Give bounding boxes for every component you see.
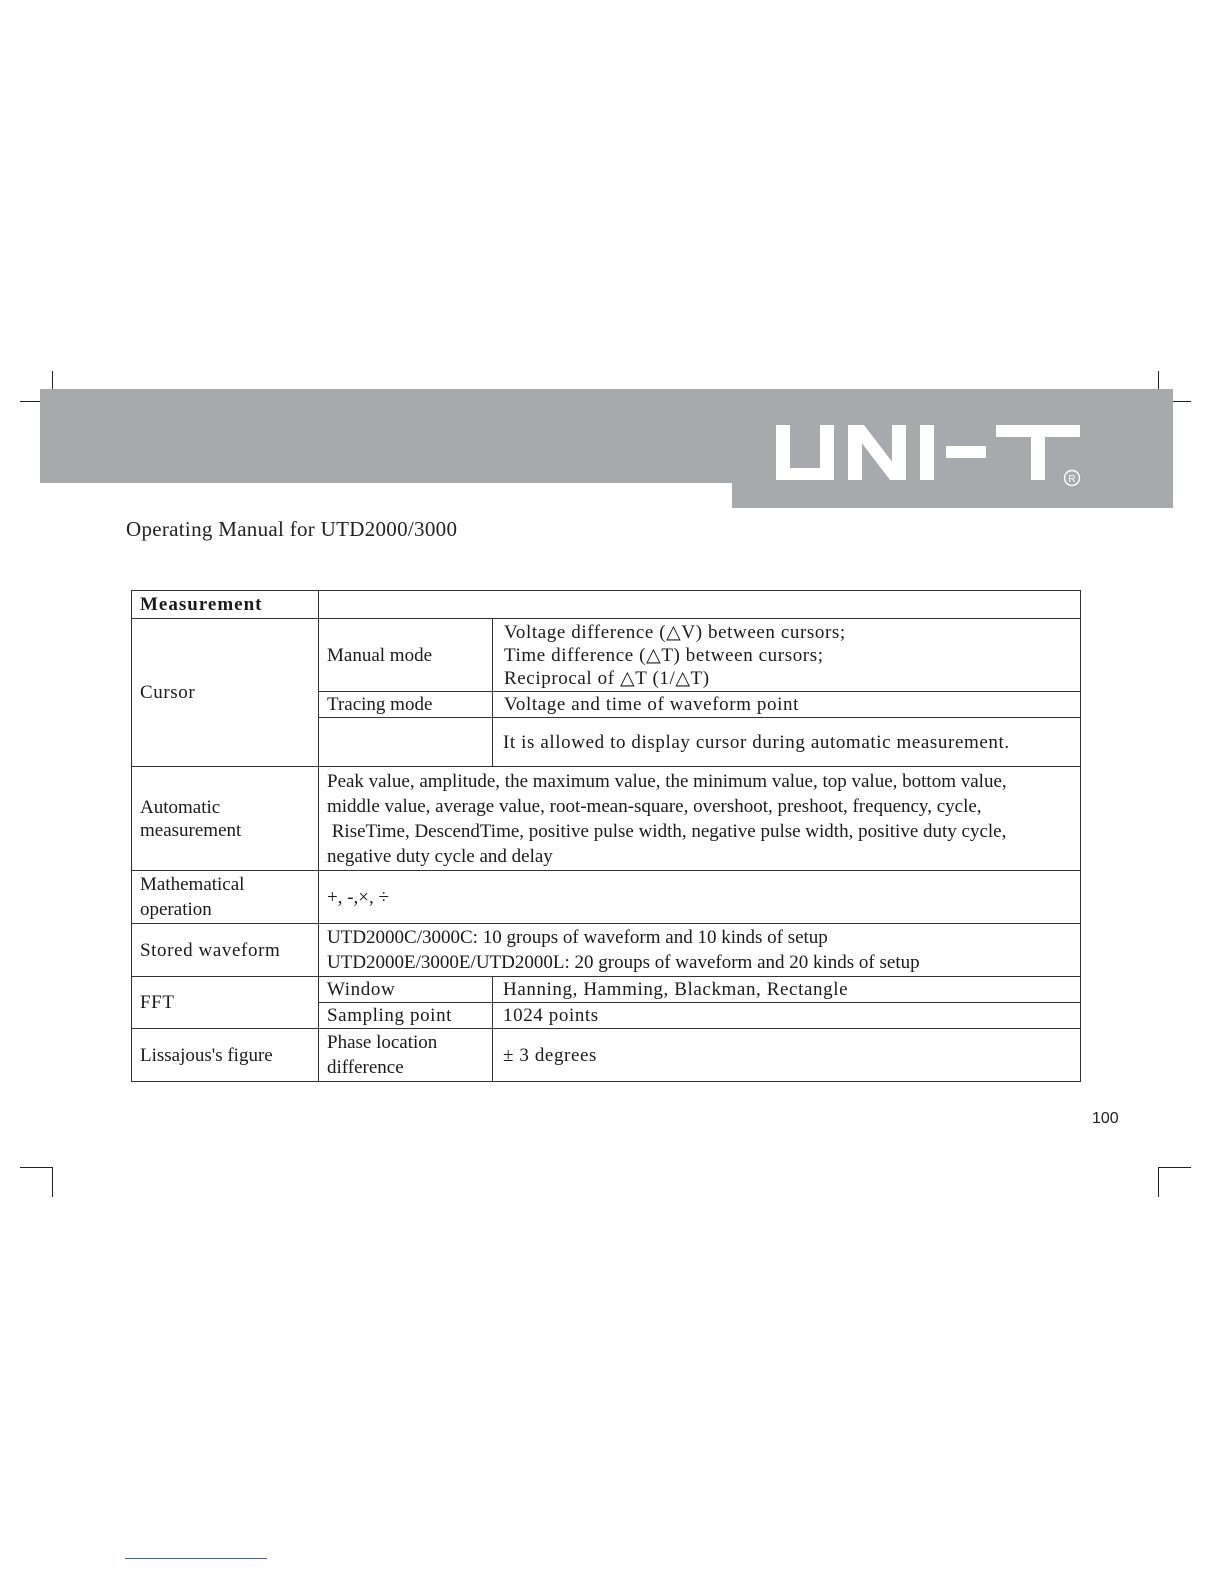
crop-mark-bottom-right-vertical	[1158, 1167, 1159, 1197]
tracing-mode-label: Tracing mode	[319, 692, 493, 718]
manual-line-1: Voltage difference (△V) between cursors;	[504, 621, 846, 643]
registered-mark: R	[1068, 474, 1076, 485]
stored-label: Stored waveform	[132, 924, 319, 977]
crop-mark-top-left-horizontal	[20, 401, 40, 402]
document-title: Operating Manual for UTD2000/3000	[126, 517, 458, 541]
automatic-label-line-2: measurement	[140, 819, 242, 841]
crop-mark-bottom-left-vertical	[52, 1167, 53, 1197]
fft-window-label: Window	[319, 977, 493, 1003]
lissajous-param	[319, 1029, 493, 1082]
lissajous-label: Lissajous's figure	[132, 1029, 319, 1082]
automatic-label	[132, 767, 319, 871]
math-label-line-2: operation	[140, 899, 212, 920]
fft-window-value: Hanning, Hamming, Blackman, Rectangle	[493, 977, 1081, 1003]
automatic-line-2: middle value, average value, root-mean-square, overshoot, preshoot, frequency, cycle,	[327, 795, 982, 817]
lissajous-param-line-2: difference	[327, 1057, 404, 1078]
header-empty-cell	[319, 591, 1081, 619]
math-value: +, -,×, ÷	[319, 871, 1081, 924]
fft-window-row	[132, 977, 1081, 1003]
automatic-label-line-1: Automatic	[140, 796, 221, 818]
fft-label: FFT	[132, 977, 319, 1029]
page-number: 100	[1092, 1110, 1119, 1127]
table-header-row	[132, 591, 1081, 619]
automatic-line-4: negative duty cycle and delay	[327, 845, 553, 867]
header-measurement: Measurement	[132, 591, 319, 619]
uni-t-logo	[776, 420, 1086, 490]
manual-mode-label: Manual mode	[319, 619, 493, 692]
crop-mark-top-right-vertical	[1158, 371, 1159, 389]
fft-sampling-label: Sampling point	[319, 1003, 493, 1029]
manual-mode-value	[493, 619, 1081, 692]
stored-waveform-row	[132, 924, 1081, 977]
math-label	[132, 871, 319, 924]
math-operation-row	[132, 871, 1081, 924]
lissajous-param-line-1: Phase location	[327, 1032, 438, 1053]
manual-line-3: Reciprocal of △T (1/△T)	[504, 667, 710, 689]
measurement-spec-table	[131, 590, 1081, 1082]
automatic-value	[319, 767, 1081, 871]
automatic-line-3: RiseTime, DescendTime, positive pulse width, negative pulse width, positive duty cycle,	[327, 820, 1007, 842]
automatic-line-1: Peak value, amplitude, the maximum value, the minimum value, top value, bottom value,	[327, 770, 1007, 792]
crop-mark-top-right-horizontal	[1173, 401, 1191, 402]
auto-note-value: It is allowed to display cursor during automatic measurement.	[493, 718, 1081, 767]
fft-sampling-value: 1024 points	[493, 1003, 1081, 1029]
tracing-mode-value: Voltage and time of waveform point	[493, 692, 1081, 718]
footnote-separator-line	[125, 1558, 267, 1559]
cursor-label: Cursor	[132, 619, 319, 767]
math-label-line-1: Mathematical	[140, 874, 245, 895]
auto-note-empty-cell	[319, 718, 493, 767]
stored-line-2: UTD2000E/3000E/UTD2000L: 20 groups of waveform and 20 kinds of setup	[327, 952, 920, 973]
lissajous-row	[132, 1029, 1081, 1082]
automatic-measurement-row	[132, 767, 1081, 871]
stored-line-1: UTD2000C/3000C: 10 groups of waveform and 10 kinds of setup	[327, 927, 828, 948]
manual-line-2: Time difference (△T) between cursors;	[504, 644, 824, 666]
crop-mark-top-left-vertical	[52, 371, 53, 389]
cursor-manual-row	[132, 619, 1081, 692]
crop-mark-bottom-left-horizontal	[20, 1167, 53, 1168]
stored-value	[319, 924, 1081, 977]
lissajous-value: ± 3 degrees	[493, 1029, 1081, 1082]
crop-mark-bottom-right-horizontal	[1158, 1167, 1191, 1168]
